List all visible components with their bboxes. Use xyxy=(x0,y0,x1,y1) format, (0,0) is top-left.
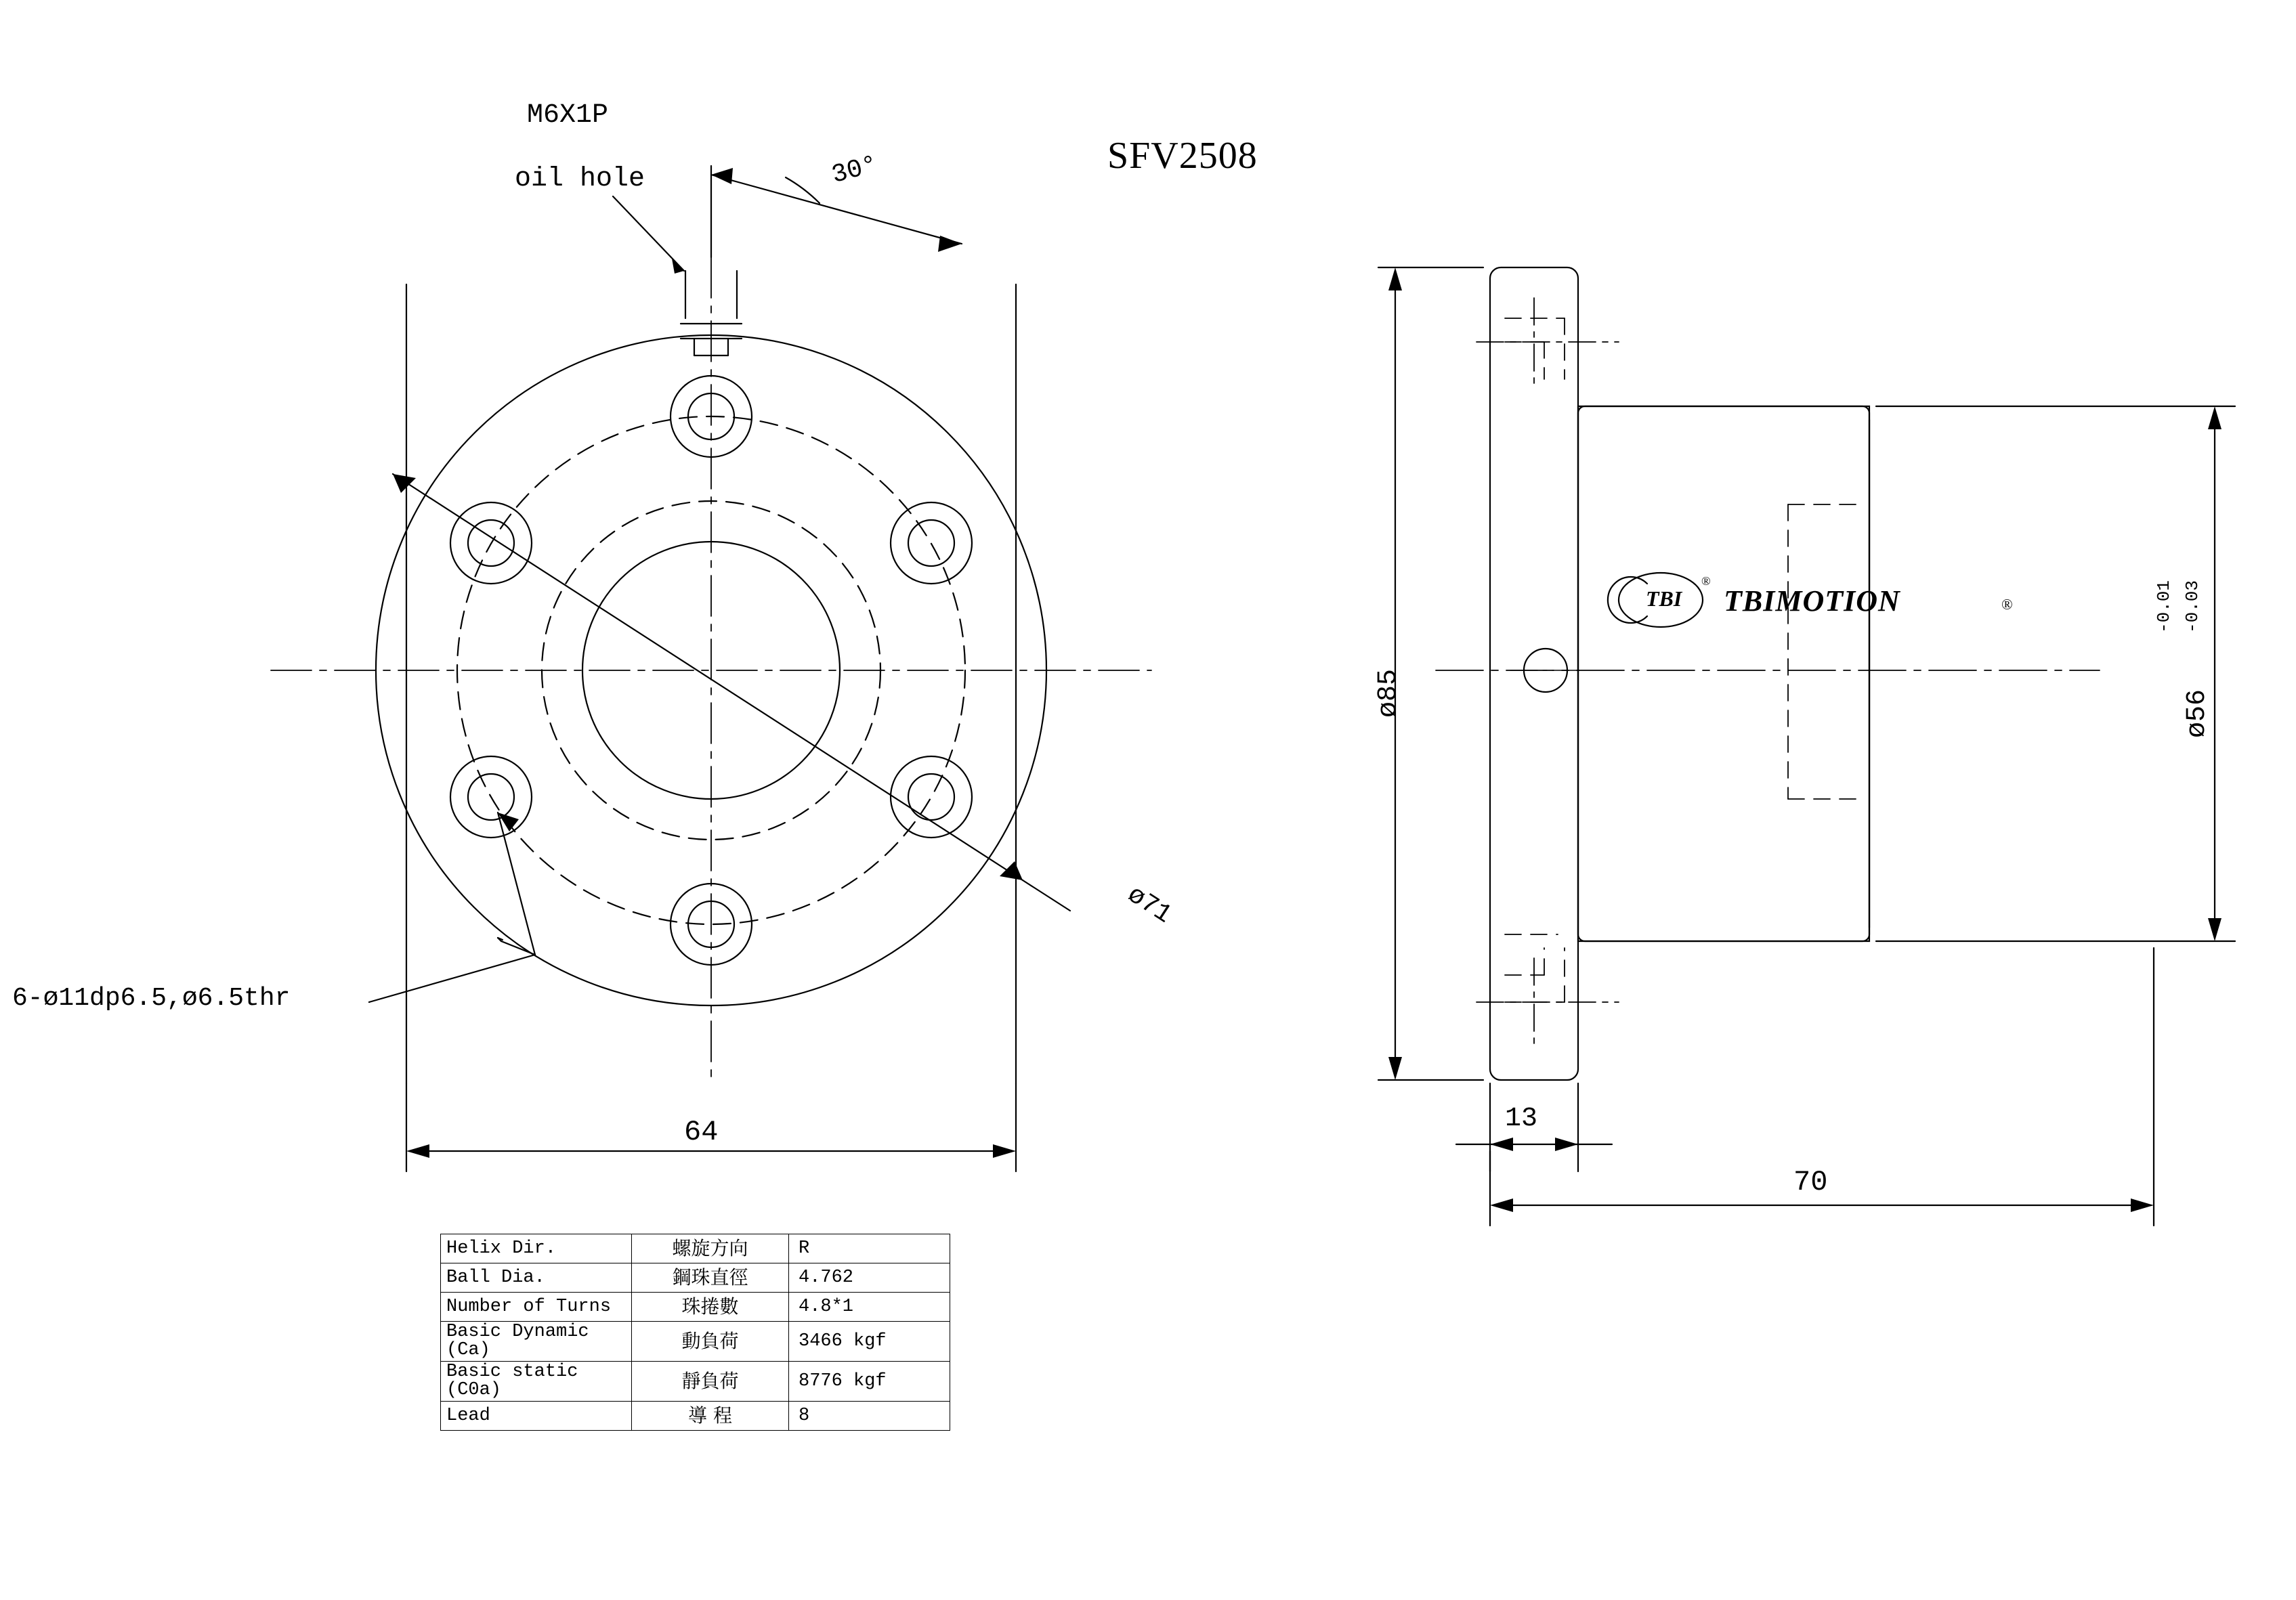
brand-mark-registered-icon: ® xyxy=(1701,574,1711,588)
cell-val: R xyxy=(789,1234,950,1263)
flange-hidden-lines xyxy=(1505,318,1565,1002)
table-row xyxy=(441,1322,950,1362)
nut-body xyxy=(1578,406,1869,941)
cell-zh: 動負荷 xyxy=(632,1322,789,1362)
table-row xyxy=(441,1263,950,1293)
cell-en: Lead xyxy=(441,1402,632,1431)
cell-val: 4.8*1 xyxy=(789,1293,950,1322)
dim-13-label: 13 xyxy=(1505,1104,1538,1134)
cell-zh: 導 程 xyxy=(632,1402,789,1431)
oil-hole-arrow xyxy=(672,259,684,274)
hole-callout-leader4 xyxy=(501,941,535,955)
table-row xyxy=(441,1402,950,1431)
dim-phi85-label: ø85 xyxy=(1374,668,1404,718)
center-lines xyxy=(271,257,1151,1083)
cell-val: 4.762 xyxy=(789,1263,950,1293)
cell-zh: 鋼珠直徑 xyxy=(632,1263,789,1293)
cell-en: Basic Dynamic (Ca) xyxy=(441,1322,632,1362)
dia71-arrow-b xyxy=(1000,861,1023,880)
spec-table xyxy=(440,1234,950,1431)
cell-en: Basic static (C0a) xyxy=(441,1362,632,1402)
table-row xyxy=(441,1362,950,1402)
oil-hole-label-line1: M6X1P xyxy=(527,100,609,131)
cell-val: 8776 kgf xyxy=(789,1362,950,1402)
brand-name-text: TBIMOTION xyxy=(1724,584,1900,618)
dia71-arrow-a xyxy=(393,474,416,493)
oil-hole-leader xyxy=(613,196,684,271)
page-title: SFV2508 xyxy=(1107,135,1258,177)
angle-label: 30° xyxy=(828,150,881,191)
dim-phi56 xyxy=(1876,406,2235,941)
table-row xyxy=(441,1293,950,1322)
table-row xyxy=(441,1234,950,1263)
cell-val: 3466 kgf xyxy=(789,1322,950,1362)
cell-en: Helix Dir. xyxy=(441,1234,632,1263)
dim-70-label: 70 xyxy=(1793,1166,1828,1198)
hole-callout-leader xyxy=(369,955,535,1002)
angle-arrow-right xyxy=(938,236,962,252)
cell-en: Ball Dia. xyxy=(441,1263,632,1293)
bolt-circle-dia-label: ø71 xyxy=(1122,880,1177,930)
cell-en: Number of Turns xyxy=(441,1293,632,1322)
dim-phi56-tol-lower: -0.03 xyxy=(2182,580,2203,633)
nut-hidden-lines xyxy=(1788,504,1856,799)
angle-arrow-left xyxy=(711,168,733,184)
nut-barrel xyxy=(1578,406,1869,941)
cell-zh: 靜負荷 xyxy=(632,1362,789,1402)
flange-bolt-centers xyxy=(1476,298,1619,1046)
brand-mark-text: TBI xyxy=(1646,586,1682,611)
cell-zh: 螺旋方向 xyxy=(632,1234,789,1263)
hole-callout-label: 6-ø11dp6.5,ø6.5thr xyxy=(12,984,291,1013)
cell-val: 8 xyxy=(789,1402,950,1431)
dim-phi56-label: ø56 xyxy=(2182,689,2213,738)
oil-hole-label-line2: oil hole xyxy=(515,164,645,194)
brand-registered-icon: ® xyxy=(2001,596,2013,613)
dim-phi56-tol-upper: -0.01 xyxy=(2154,580,2174,633)
dim-64-label: 64 xyxy=(684,1116,719,1148)
cell-zh: 珠捲數 xyxy=(632,1293,789,1322)
dia71-tail xyxy=(1023,880,1070,911)
